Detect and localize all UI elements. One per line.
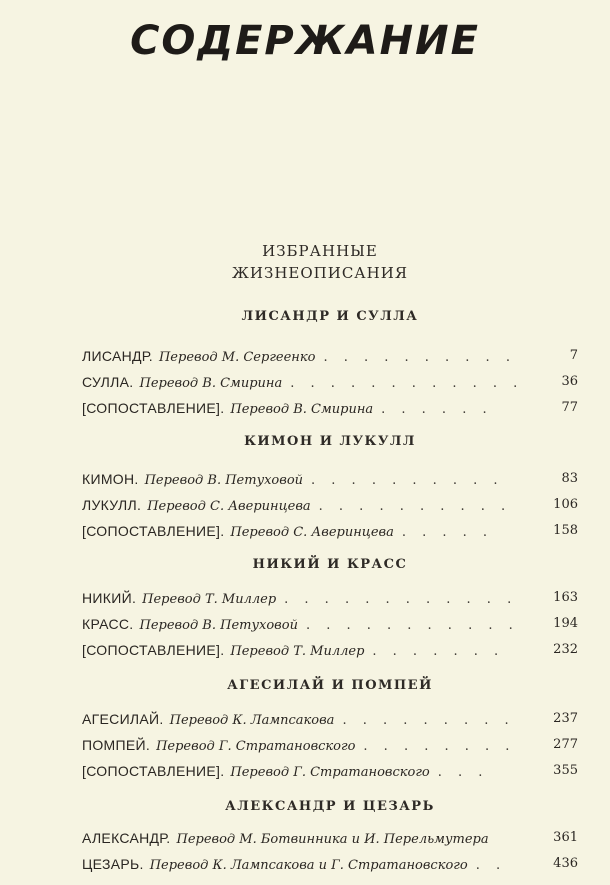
entry-page-number: 436 bbox=[553, 856, 578, 871]
section-heading: АГЕСИЛАЙ И ПОМПЕЙ bbox=[227, 678, 433, 693]
entry-page-number: 83 bbox=[561, 471, 578, 486]
entry-translator: Перевод В. Смирина bbox=[139, 376, 283, 391]
leader-dots: . . . . . . . . . . bbox=[311, 473, 504, 488]
toc-entry[interactable] bbox=[82, 518, 578, 544]
part-heading-line1: ИЗБРАННЫЕ bbox=[262, 242, 378, 260]
entry-page-number: 237 bbox=[553, 711, 578, 726]
leader-dots: . . . . . bbox=[401, 525, 494, 540]
section-alexander-caesar bbox=[82, 795, 578, 877]
leader-dots: . . . . . . . . . . . . bbox=[290, 376, 524, 391]
entry-translator: Перевод Т. Миллер bbox=[230, 644, 365, 659]
entry-title: [СОПОСТАВЛЕНИЕ]. bbox=[82, 523, 225, 539]
entry-page-number: 36 bbox=[561, 374, 578, 389]
entry-title: [СОПОСТАВЛЕНИЕ]. bbox=[82, 642, 225, 658]
entry-title: ПОМПЕЙ. bbox=[82, 737, 151, 753]
toc-entry[interactable] bbox=[82, 611, 578, 637]
part-heading-line2: ЖИЗНЕОПИСАНИЯ bbox=[232, 264, 408, 282]
section-heading: КИМОН И ЛУКУЛЛ bbox=[244, 434, 416, 449]
entry-title: [СОПОСТАВЛЕНИЕ]. bbox=[82, 400, 225, 416]
section-heading: АЛЕКСАНДР И ЦЕЗАРЬ bbox=[225, 799, 435, 814]
toc-entry[interactable] bbox=[82, 825, 578, 851]
leader-dots: . . . . . . . . . . bbox=[323, 350, 516, 365]
section-agesilaus-pompey bbox=[82, 674, 578, 784]
entry-title: ЦЕЗАРЬ. bbox=[82, 856, 144, 872]
entry-page-number: 232 bbox=[553, 642, 578, 657]
entry-translator: Перевод К. Лампсакова bbox=[169, 713, 335, 728]
section-cimon-lucullus bbox=[82, 430, 578, 544]
part-heading bbox=[0, 240, 610, 284]
page-title: СОДЕРЖАНИЕ bbox=[130, 18, 480, 64]
toc-entry[interactable] bbox=[82, 492, 578, 518]
entry-translator: Перевод М. Сергеенко bbox=[158, 350, 316, 365]
leader-dots: . . . . . . . . . bbox=[342, 713, 515, 728]
entry-translator: Перевод Г. Стратановского bbox=[156, 739, 356, 754]
entry-page-number: 77 bbox=[561, 400, 578, 415]
entry-translator: Перевод С. Аверинцева bbox=[230, 525, 394, 540]
entry-translator: Перевод Г. Стратановского bbox=[230, 765, 430, 780]
entry-page-number: 361 bbox=[553, 830, 578, 845]
section-heading: НИКИЙ И КРАСС bbox=[252, 557, 408, 572]
toc-entry[interactable] bbox=[82, 758, 578, 784]
leader-dots: . . . . . . . . . . . bbox=[305, 618, 519, 633]
entry-title: [СОПОСТАВЛЕНИЕ]. bbox=[82, 763, 225, 779]
leader-dots: . . . . . . . . bbox=[363, 739, 516, 754]
entry-page-number: 7 bbox=[569, 348, 578, 363]
toc-entry[interactable] bbox=[82, 706, 578, 732]
section-heading: ЛИСАНДР И СУЛЛА bbox=[241, 309, 419, 324]
entry-title: КРАСС. bbox=[82, 616, 134, 632]
entry-page-number: 355 bbox=[553, 763, 578, 778]
entry-title: СУЛЛА. bbox=[82, 374, 134, 390]
leader-dots: . . . bbox=[437, 765, 489, 780]
entry-page-number: 194 bbox=[553, 616, 578, 631]
toc-entry[interactable] bbox=[82, 369, 578, 395]
toc-entry[interactable] bbox=[82, 395, 578, 421]
entry-page-number: 277 bbox=[553, 737, 578, 752]
entry-title: ЛУКУЛЛ. bbox=[82, 497, 142, 513]
leader-dots: . . . . . . . bbox=[372, 644, 505, 659]
toc-entry[interactable] bbox=[82, 466, 578, 492]
entry-title: ЛИСАНДР. bbox=[82, 348, 153, 364]
entry-title: КИМОН. bbox=[82, 471, 139, 487]
entry-title: НИКИЙ. bbox=[82, 590, 137, 606]
section-nicias-crassus bbox=[82, 553, 578, 663]
leader-dots: . . . . . . . . . . bbox=[318, 499, 512, 514]
toc-entry[interactable] bbox=[82, 637, 578, 663]
toc-entry[interactable] bbox=[82, 732, 578, 758]
entry-translator: Перевод В. Петуховой bbox=[144, 473, 304, 488]
entry-translator: Перевод В. Петуховой bbox=[139, 618, 298, 633]
entry-title: АГЕСИЛАЙ. bbox=[82, 711, 164, 727]
entry-page-number: 163 bbox=[553, 590, 578, 605]
toc-entry[interactable] bbox=[82, 585, 578, 611]
entry-translator: Перевод К. Лампсакова и Г. Стратановского bbox=[149, 858, 468, 873]
toc-entry[interactable] bbox=[82, 851, 578, 877]
entry-translator: Перевод Т. Миллер bbox=[142, 592, 277, 607]
leader-dots: . . . . . . bbox=[381, 402, 493, 417]
section-lysander-sulla bbox=[82, 305, 578, 421]
entry-page-number: 106 bbox=[553, 497, 578, 512]
toc-entry[interactable] bbox=[82, 343, 578, 369]
entry-translator: Перевод С. Аверинцева bbox=[147, 499, 311, 514]
entry-translator: Перевод М. Ботвинника и И. Перельмутера bbox=[176, 832, 489, 847]
entry-page-number: 158 bbox=[553, 523, 578, 538]
leader-dots: . . bbox=[475, 858, 507, 873]
entry-title: АЛЕКСАНДР. bbox=[82, 830, 171, 846]
leader-dots: . . . . . . . . . . . . bbox=[284, 592, 518, 607]
entry-translator: Перевод В. Смирина bbox=[230, 402, 374, 417]
